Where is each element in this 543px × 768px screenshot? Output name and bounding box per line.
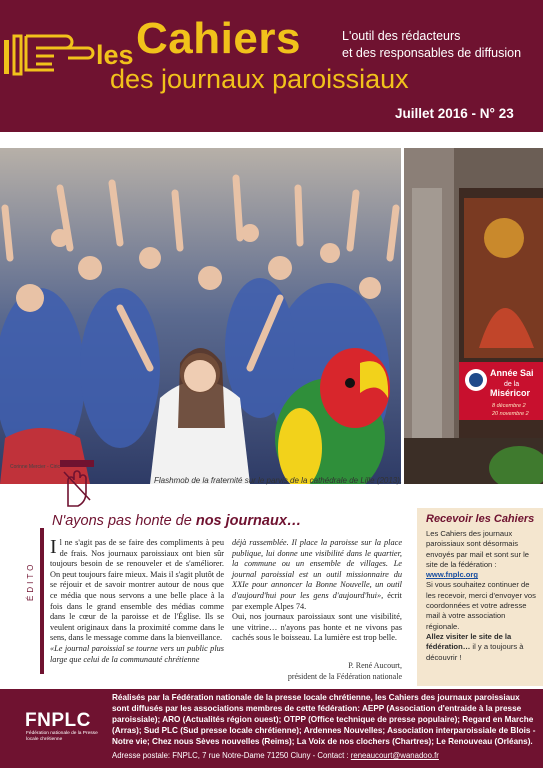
footer [0, 689, 543, 768]
fnplc-logo-subtitle: Fédération nationale de la Presse locale chrétienne [26, 731, 98, 742]
subscribe-text [426, 529, 538, 663]
edito-column-1 [50, 538, 224, 665]
subscribe-p2: Si vous souhaitez continuer de les recevoir, merci d'envoyer vos coordonnées et votre adresse mail à votre association régionale. [426, 580, 536, 631]
footer-address [112, 751, 538, 760]
title-cahiers: Cahiers [136, 14, 301, 63]
title-subtitle: des journaux paroissiaux [110, 64, 409, 94]
edito-quote-end: déjà rassemblée. Il place la paroisse sur la place publique, lui donne une visibilité dans le quartier, la commune ou un ensemble de villages. Le journal paroissial est un outil missionnaire du XXIe pour annoncer la Bonne Nouvelle, un outil d'aujourd'hui pour les gens d'aujourd'hui», [232, 538, 402, 600]
footer-address-text: Adresse postale: FNPLC, 7 rue Notre-Dame 71250 Cluny - Contact : [112, 751, 351, 760]
subscribe-title: Recevoir les Cahiers [426, 513, 535, 525]
pointing-hand-logo-icon [2, 26, 102, 80]
edito-paragraph-2 [232, 538, 402, 612]
subscribe-box [417, 508, 543, 686]
poster-text-5: 20 novembre 2 [492, 411, 529, 417]
subscribe-p3: il y a toujours à découvrir ! [426, 642, 524, 662]
edito-quote-start: «Le journal paroissial se tourne vers un public plus large que celui de la communauté chrétienne [50, 643, 224, 664]
masthead [0, 0, 543, 132]
edito-side-bar [40, 528, 44, 674]
edito-label: ÉDITO [26, 561, 35, 601]
cathedral-banner-image [404, 148, 543, 484]
edito-title [52, 513, 301, 529]
edito-title-bold: nos journaux… [195, 513, 302, 529]
hand-pen-icon [60, 460, 94, 508]
flashmob-crowd-image [0, 148, 401, 484]
website-link[interactable]: www.fnplc.org [426, 570, 479, 580]
subscribe-p1: Les Cahiers des journaux paroissiaux sont désormais envoyés par mail et sont sur le site de la fédération : [426, 529, 529, 569]
edito-paragraph-1-text: l ne s'agit pas de se faire des compliments à peu de frais. Nos journaux paroissiaux ont bien sûr toujours besoin de se renouveler et de s'améliorer. On peut toujours faire mieux. Mais il s'agit plutôt de se réjouir et de savoir montrer autour de nous que ce média que nous servons a une belle place à la fois dans le grand ensemble des médias comme dans le cœur de la paroisse et de l'Église. Ils se veulent originaux dans la proximité comme dans le sens, dans le message comme dans la bienveillance. [50, 538, 224, 643]
edito-paragraph-3: Oui, nos journaux paroissiaux sont une visibilité, une vitrine… n'ayons pas honte et ne vivons pas cachés sous le boisseau. La lumière est trop belle. [232, 612, 402, 643]
poster-text-1: Année Sai [490, 368, 534, 378]
tagline [342, 28, 538, 62]
contact-email-link[interactable]: reneaucourt@wanadoo.fr [350, 751, 439, 760]
issue-date: Juillet 2016 - N° 23 [395, 106, 514, 121]
signature-name: P. René Aucourt, [348, 661, 402, 670]
edito-signature [232, 661, 402, 682]
cover-photo [0, 148, 543, 484]
tagline-line-1: L'outil des rédacteurs [342, 29, 461, 43]
tagline-line-2: et des responsables de diffusion [342, 46, 522, 60]
poster-text-4: 8 décembre 2 [492, 403, 526, 409]
edito-title-plain: N'ayons pas honte de [52, 513, 196, 529]
poster-text-2: de la [504, 381, 520, 388]
photo-credit: Corinne Mercier - Ciric [10, 464, 61, 470]
title-les: les [96, 40, 134, 70]
photo-caption: Flashmob de la fraternité sur le parvis de la cathédrale de Lille (2013). [154, 476, 403, 485]
edito-paragraph-1 [50, 538, 224, 644]
edito-column-2 [232, 538, 402, 644]
poster-text-3: Miséricor [490, 388, 531, 398]
fnplc-logo: FNPLC [25, 710, 91, 731]
footer-associations-text: Réalisés par la Fédération nationale de la presse locale chrétienne, les Cahiers des journaux paroissiaux sont diffusés par les associations membres de cette fédération: AEPP (Association d'entraide à la presse paroissiale); ARO (Actualités région ouest); OTPP (Office technique de presse populaire); Regard en Marche (Arras); Sud PLC (Sud presse locale chrétienne); Ardennes Nouvelles; Association interparoissiale de Blois - Notre vie; Chez nous Sèves nouvelles (Reims); La Voix de nos clochers (Chartres); Le Renouveau (Orléans). [112, 693, 536, 746]
subscribe-p3-bold: Allez visiter le site de la fédération… [426, 631, 512, 652]
signature-role: président de la Fédération nationale [287, 671, 402, 681]
edito-quote-source: écrit par exemple Alpes 74. [232, 590, 402, 611]
edito-dropcap: I [50, 536, 57, 558]
